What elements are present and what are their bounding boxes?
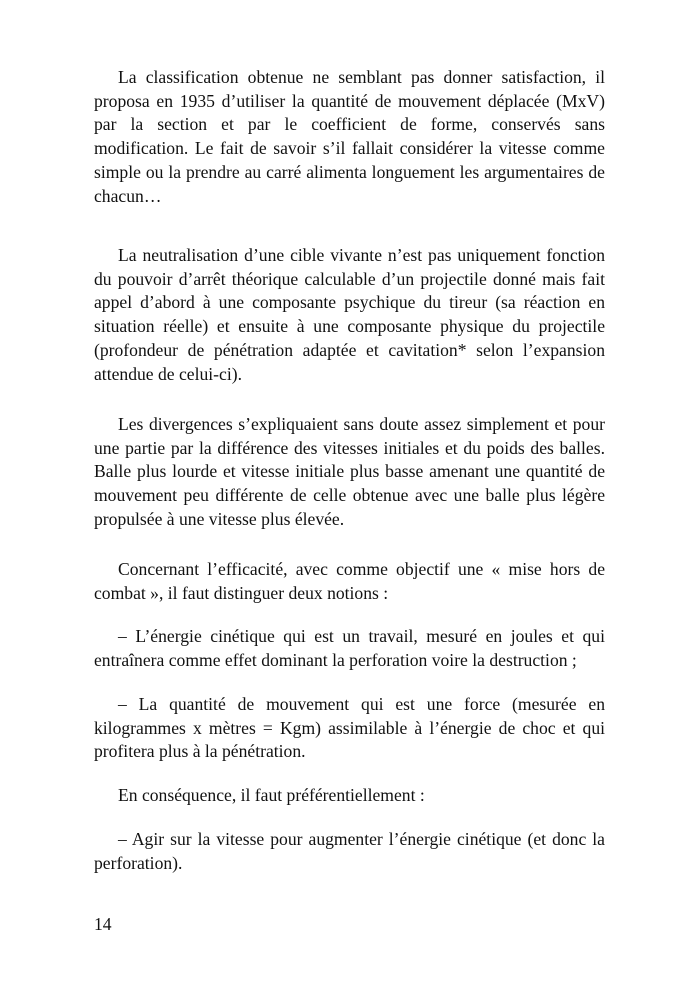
page-number: 14 xyxy=(94,914,112,934)
paragraph-classification: La classification obtenue ne semblant pas donner satisfaction, il proposa en 1935 d’utiliser la quantité de mouvement déplacée (MxV) par la section et par le coefficient de forme, conservés sans modification. Le fait de savoir s’il fallait considérer la vitesse comme simple ou la prendre au carré alimenta longuement les argumentaires de chacun… xyxy=(94,67,605,206)
document-page xyxy=(94,0,605,992)
list-item-quantite-mouvement: – La quantité de mouvement qui est une force (mesurée en kilogrammes x mètres = Kgm) assimilable à l’énergie de choc et qui profitera plus à la pénétration. xyxy=(94,694,605,762)
list-item-agir-vitesse: – Agir sur la vitesse pour augmenter l’énergie cinétique (et donc la perforation). xyxy=(94,829,605,873)
paragraph-consequence: En conséquence, il faut préférentiellement : xyxy=(118,785,425,805)
paragraph-divergences: Les divergences s’expliquaient sans doute assez simplement et pour une partie par la différence des vitesses initiales et du poids des balles. Balle plus lourde et vitesse initiale plus basse amenant une quantité de mouvement peu différente de celle obtenue avec une balle plus légère propulsée à une vitesse plus élevée. xyxy=(94,414,605,529)
paragraph-efficacite: Concernant l’efficacité, avec comme objectif une « mise hors de combat », il faut distinguer deux notions : xyxy=(94,559,605,603)
paragraph-neutralisation: La neutralisation d’une cible vivante n’est pas uniquement fonction du pouvoir d’arrêt théorique calculable d’un projectile donné mais fait appel d’abord à une composante psychique du tireur (sa réaction en situation réelle) et ensuite à une composante physique du projectile (profondeur de pénétration adaptée et cavitation* selon l’expansion attendue de celui-ci). xyxy=(94,245,605,384)
list-item-energie-cinetique: – L’énergie cinétique qui est un travail, mesuré en joules et qui entraînera comme effet dominant la perforation voire la destruction ; xyxy=(94,626,605,670)
